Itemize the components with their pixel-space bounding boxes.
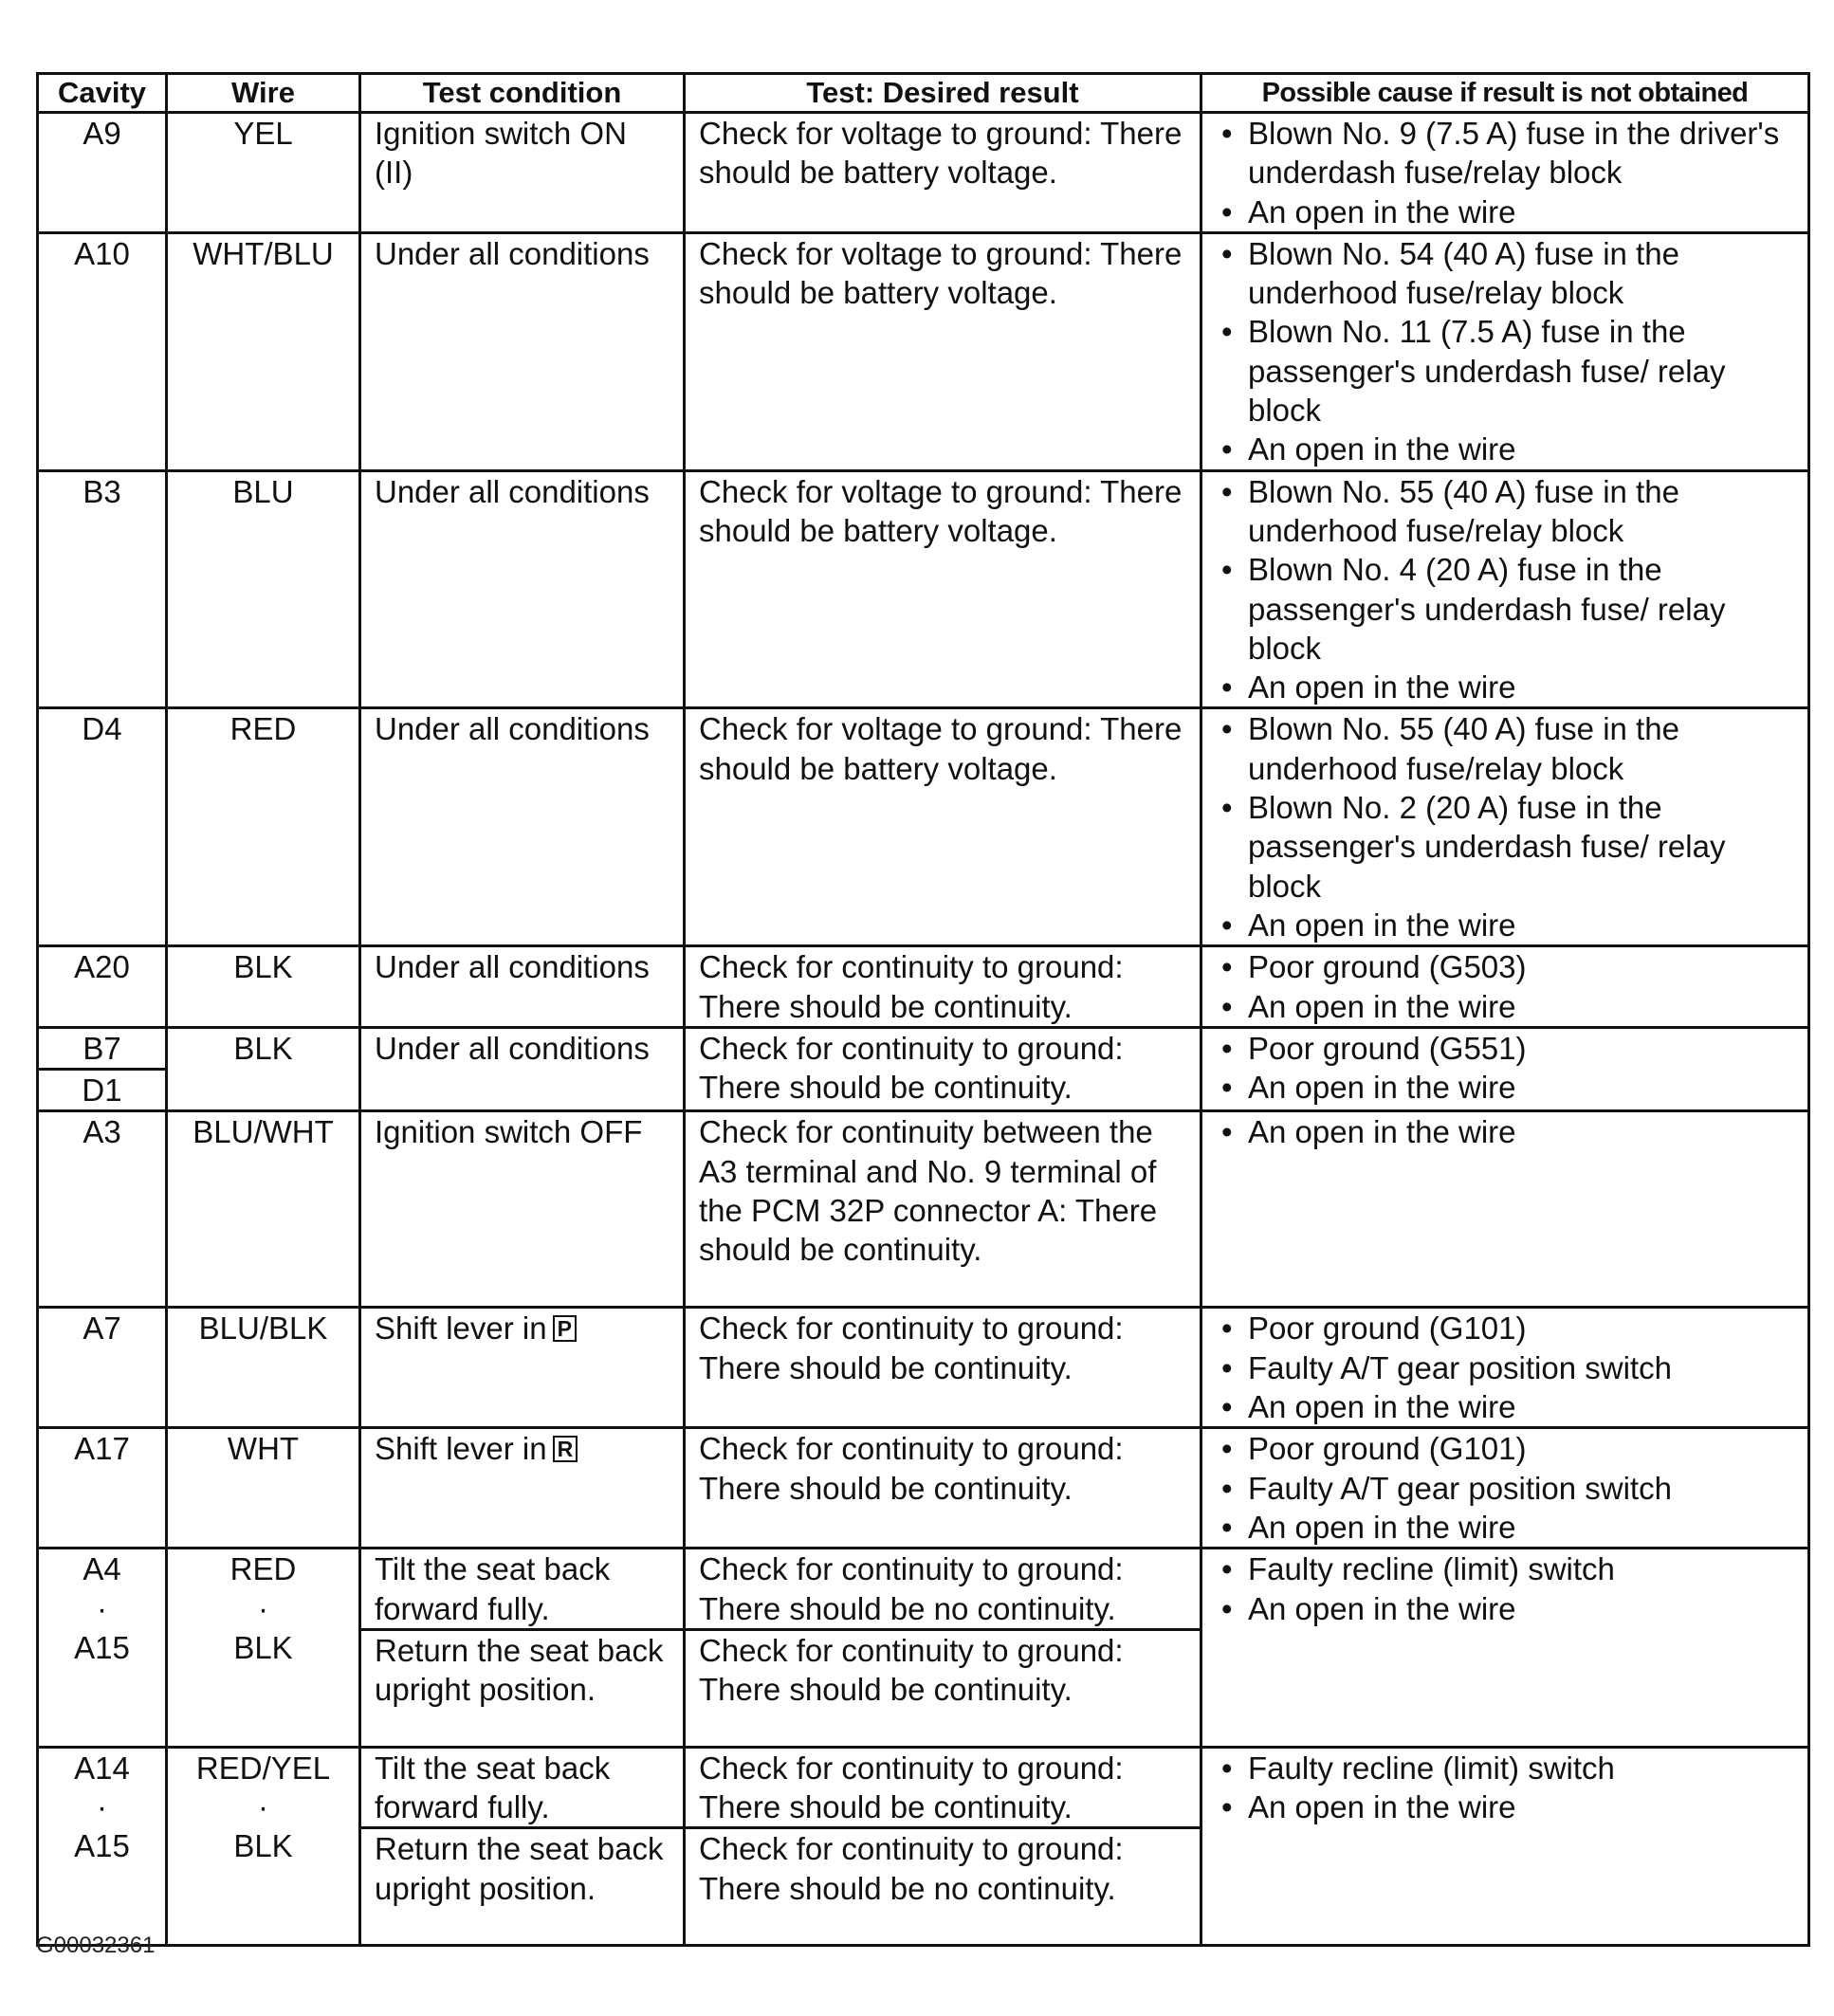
cause-item: • An open in the wire	[1216, 1508, 1796, 1547]
causes-cell	[1201, 113, 1809, 233]
causes-cell	[1201, 708, 1809, 946]
cause-item: • Blown No. 4 (20 A) fuse in the passenger's underdash fuse/ relay block	[1216, 550, 1796, 668]
condition-cell: Under all conditions	[360, 470, 685, 708]
cause-item: • An open in the wire	[1216, 430, 1796, 468]
cause-item: • An open in the wire	[1216, 1589, 1796, 1628]
table-row	[38, 1111, 1809, 1308]
condition-cell: Ignition switch OFF	[360, 1111, 685, 1308]
table-row	[38, 1308, 1809, 1428]
result-cell: Check for voltage to ground: There should be battery voltage.	[685, 470, 1201, 708]
cause-item: • Blown No. 11 (7.5 A) fuse in the passenger's underdash fuse/ relay block	[1216, 312, 1796, 430]
condition-cell: Ignition switch ON (II)	[360, 113, 685, 233]
cause-item: • Blown No. 55 (40 A) fuse in the underhood fuse/relay block	[1216, 709, 1796, 788]
causes-cell	[1201, 1308, 1809, 1428]
causes-cell	[1201, 1111, 1809, 1308]
result-cell: Check for continuity to ground: There should be continuity.	[685, 1428, 1201, 1549]
separator-dot: ·	[97, 1789, 107, 1825]
result-cell: Check for continuity to ground: There should be no continuity.	[685, 1549, 1201, 1630]
condition-cell: Return the seat back upright position.	[360, 1629, 685, 1747]
separator-dot: ·	[258, 1590, 268, 1626]
cavity-cell: B7	[38, 1027, 167, 1069]
cause-item: • An open in the wire	[1216, 1387, 1796, 1426]
cause-item: • Poor ground (G503)	[1216, 947, 1796, 986]
wire-cell: YEL	[167, 113, 360, 233]
cause-item: • Poor ground (G101)	[1216, 1429, 1796, 1468]
wire-cell: WHT	[167, 1428, 360, 1549]
cavity-cell: D4	[38, 708, 167, 946]
figure-id: G00032361	[36, 1933, 156, 1958]
cavity-cell: A10	[38, 232, 167, 470]
cause-item: • Blown No. 55 (40 A) fuse in the underhood fuse/relay block	[1216, 472, 1796, 551]
cavity-cell: A7	[38, 1308, 167, 1428]
diagnostic-table	[36, 72, 1810, 1947]
cavity-cell: A17	[38, 1428, 167, 1549]
condition-cell: Tilt the seat back forward fully.	[360, 1549, 685, 1630]
result-cell: Check for continuity to ground: There should be continuity.	[685, 1629, 1201, 1747]
cavity-cell: A9	[38, 113, 167, 233]
header-possible-cause: Possible cause if result is not obtained	[1201, 74, 1809, 113]
wire-cell: RED	[167, 708, 360, 946]
cavity-cell	[38, 1747, 167, 1946]
wire-b: BLK	[233, 1629, 293, 1665]
cause-item: • Faulty A/T gear position switch	[1216, 1348, 1796, 1387]
result-cell: Check for continuity to ground: There should be continuity.	[685, 1027, 1201, 1111]
result-cell: Check for continuity to ground: There should be continuity.	[685, 1308, 1201, 1428]
table-row	[38, 1747, 1809, 1828]
table-row	[38, 1549, 1809, 1630]
wire-cell: BLU/BLK	[167, 1308, 360, 1428]
wire-cell: BLU/WHT	[167, 1111, 360, 1308]
cause-item: • Blown No. 2 (20 A) fuse in the passenger's underdash fuse/ relay block	[1216, 788, 1796, 906]
wire-cell: BLU	[167, 470, 360, 708]
header-test-condition: Test condition	[360, 74, 685, 113]
condition-cell: Under all conditions	[360, 946, 685, 1028]
causes-cell	[1201, 1747, 1809, 1946]
result-cell: Check for continuity to ground: There should be continuity.	[685, 946, 1201, 1028]
causes-cell	[1201, 470, 1809, 708]
condition-cell: Under all conditions	[360, 708, 685, 946]
cause-item: • Poor ground (G551)	[1216, 1029, 1796, 1068]
cause-item: • An open in the wire	[1216, 1787, 1796, 1826]
causes-cell	[1201, 1549, 1809, 1748]
table-row	[38, 113, 1809, 233]
causes-cell	[1201, 946, 1809, 1028]
header-test-result: Test: Desired result	[685, 74, 1201, 113]
result-cell: Check for continuity between the A3 terminal and No. 9 terminal of the PCM 32P connector A: There should be continuity.	[685, 1111, 1201, 1308]
cause-item: • Faulty recline (limit) switch	[1216, 1549, 1796, 1588]
table-row	[38, 708, 1809, 946]
table-row	[38, 470, 1809, 708]
cause-item: • An open in the wire	[1216, 906, 1796, 944]
cause-item: • An open in the wire	[1216, 987, 1796, 1026]
gear-p-symbol: P	[553, 1315, 577, 1342]
cavity-a: A4	[83, 1551, 121, 1587]
cavity-cell	[38, 1549, 167, 1748]
condition-text: Shift lever in	[375, 1431, 547, 1467]
causes-cell	[1201, 232, 1809, 470]
wire-cell	[167, 1549, 360, 1748]
separator-dot: ·	[97, 1590, 107, 1626]
separator-dot: ·	[258, 1789, 268, 1825]
header-cavity: Cavity	[38, 74, 167, 113]
result-cell: Check for continuity to ground: There should be continuity.	[685, 1747, 1201, 1828]
cavity-cell: A20	[38, 946, 167, 1028]
result-cell: Check for voltage to ground: There should be battery voltage.	[685, 232, 1201, 470]
wire-cell: BLK	[167, 1027, 360, 1111]
cause-item: • An open in the wire	[1216, 1112, 1796, 1151]
cavity-cell: B3	[38, 470, 167, 708]
result-cell: Check for continuity to ground: There should be no continuity.	[685, 1828, 1201, 1946]
table-row	[38, 232, 1809, 470]
condition-cell: Under all conditions	[360, 232, 685, 470]
cavity-b: A15	[74, 1828, 130, 1864]
result-cell: Check for voltage to ground: There should be battery voltage.	[685, 708, 1201, 946]
condition-cell	[360, 1308, 685, 1428]
wire-cell	[167, 1747, 360, 1946]
cause-item: • Faulty recline (limit) switch	[1216, 1749, 1796, 1787]
condition-cell	[360, 1428, 685, 1549]
condition-cell: Under all conditions	[360, 1027, 685, 1111]
wire-cell: BLK	[167, 946, 360, 1028]
condition-cell: Return the seat back upright position.	[360, 1828, 685, 1946]
cavity-a: A14	[74, 1750, 130, 1786]
wire-a: RED/YEL	[195, 1750, 331, 1786]
table-row	[38, 1027, 1809, 1069]
condition-text: Shift lever in	[375, 1310, 547, 1347]
causes-cell	[1201, 1027, 1809, 1111]
cavity-cell: A3	[38, 1111, 167, 1308]
header-wire: Wire	[167, 74, 360, 113]
wire-cell: WHT/BLU	[167, 232, 360, 470]
cause-item: • An open in the wire	[1216, 668, 1796, 706]
cause-item: • An open in the wire	[1216, 1068, 1796, 1107]
header-row	[38, 74, 1809, 113]
cause-item: • Blown No. 54 (40 A) fuse in the underhood fuse/relay block	[1216, 234, 1796, 313]
cause-item: • Poor ground (G101)	[1216, 1309, 1796, 1347]
cavity-b: A15	[74, 1629, 130, 1665]
cause-item: • An open in the wire	[1216, 192, 1796, 231]
cause-item: • Blown No. 9 (7.5 A) fuse in the driver's underdash fuse/relay block	[1216, 114, 1796, 192]
table-row	[38, 1428, 1809, 1549]
wire-b: BLK	[233, 1828, 293, 1864]
causes-cell	[1201, 1428, 1809, 1549]
condition-cell: Tilt the seat back forward fully.	[360, 1747, 685, 1828]
cause-item: • Faulty A/T gear position switch	[1216, 1469, 1796, 1508]
table-row	[38, 946, 1809, 1028]
result-cell: Check for voltage to ground: There should be battery voltage.	[685, 113, 1201, 233]
gear-r-symbol: R	[553, 1436, 578, 1462]
cavity-cell: D1	[38, 1070, 167, 1111]
wire-a: RED	[229, 1551, 297, 1587]
